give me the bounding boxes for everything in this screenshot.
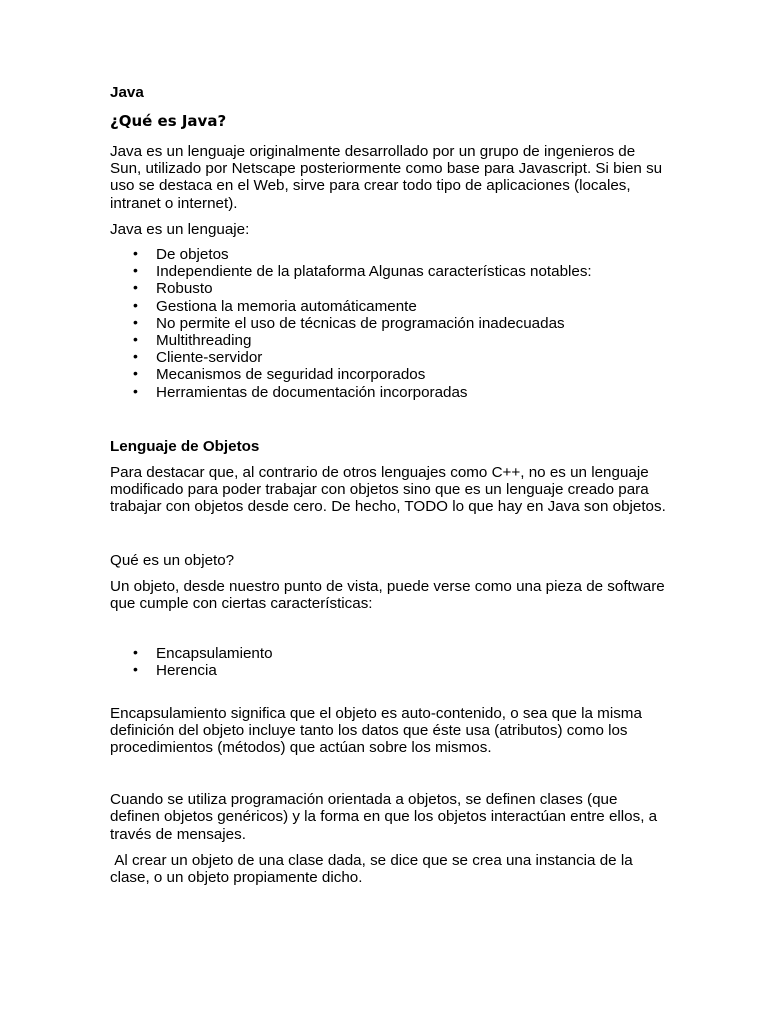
what-is-object-question: Qué es un objeto?: [110, 551, 235, 569]
list-item-text: Cliente-servidor: [156, 349, 263, 367]
list-item: [133, 279, 670, 298]
list-item-text: De objetos: [156, 246, 229, 264]
list-item-text: Robusto: [156, 280, 213, 298]
intro-paragraph: Java es un lenguaje originalmente desarrollado por un grupo de ingenieros de Sun, utilizado por Netscape posteriormente como base para Javascript. Si bien su uso se destaca en el Web, sirve para crear todo tipo de aplicaciones (locales, intranet o internet).: [110, 143, 663, 212]
bullet-icon: •: [133, 348, 138, 365]
section-heading-objects: Lenguaje de Objetos: [110, 437, 260, 455]
list-item: [133, 348, 670, 367]
list-item: [133, 296, 670, 315]
bullet-icon: •: [133, 279, 138, 296]
spacer: [110, 525, 670, 552]
oop-paragraph: Cuando se utiliza programación orientada a objetos, se definen clases (que definen objetos genéricos) y la forma en que los objetos interactúan entre ellos, a través de mensajes.: [110, 791, 658, 843]
doc-title: Java: [110, 84, 144, 101]
bullet-icon: •: [133, 644, 138, 661]
spacer: [110, 401, 670, 438]
list-item-text: No permite el uso de técnicas de programación inadecuadas: [156, 314, 565, 332]
document-page: [110, 84, 670, 895]
list-item: [133, 262, 670, 281]
spacer: [110, 621, 670, 645]
list-item-text: Independiente de la plataforma Algunas características notables:: [156, 263, 592, 281]
bullet-icon: •: [133, 661, 138, 678]
list-item: [133, 245, 670, 264]
bullet-icon: •: [133, 245, 138, 262]
bullet-icon: •: [133, 262, 138, 279]
language-intro: Java es un lenguaje:: [110, 220, 250, 238]
list-item: [133, 382, 670, 401]
list-item: [133, 330, 670, 349]
bullet-icon: •: [133, 296, 138, 313]
object-definition-paragraph: Un objeto, desde nuestro punto de vista, puede verse como una pieza de software que cumple con ciertas características:: [110, 577, 665, 612]
list-item: [133, 313, 670, 332]
list-item-text: Herramientas de documentación incorporadas: [156, 383, 468, 401]
instance-paragraph: Al crear un objeto de una clase dada, se dice que se crea una instancia de la clase, o un objeto propiamente dicho.: [110, 851, 637, 886]
spacer: [110, 765, 670, 791]
list-item-text: Gestiona la memoria automáticamente: [156, 297, 417, 315]
list-item: [133, 661, 670, 680]
list-item-text: Mecanismos de seguridad incorporados: [156, 366, 426, 384]
list-item: [133, 365, 670, 384]
bullet-icon: •: [133, 382, 138, 399]
list-item-text: Multithreading: [156, 331, 252, 349]
list-item-text: Herencia: [156, 662, 217, 680]
bullet-icon: •: [133, 365, 138, 382]
list-item-text: Encapsulamiento: [156, 645, 273, 663]
characteristics-list: [110, 645, 670, 679]
list-item: [133, 644, 670, 663]
doc-subtitle: ¿Qué es Java?: [110, 112, 227, 130]
bullet-icon: •: [133, 330, 138, 347]
spacer: [110, 680, 670, 705]
encapsulation-paragraph: Encapsulamiento significa que el objeto es auto-contenido, o sea que la misma definición del objeto incluye tanto los datos que éste usa (atributos) como los procedimientos (métodos) que actúan sobre los mismos.: [110, 704, 642, 756]
bullet-icon: •: [133, 313, 138, 330]
features-list: [110, 246, 670, 401]
objects-paragraph: Para destacar que, al contrario de otros lenguajes como C++, no es un lenguaje modificado para poder trabajar con objetos sino que es un lenguaje creado para trabajar con objetos desde cero. De hecho, TODO lo que hay en Java son objetos.: [110, 463, 666, 516]
